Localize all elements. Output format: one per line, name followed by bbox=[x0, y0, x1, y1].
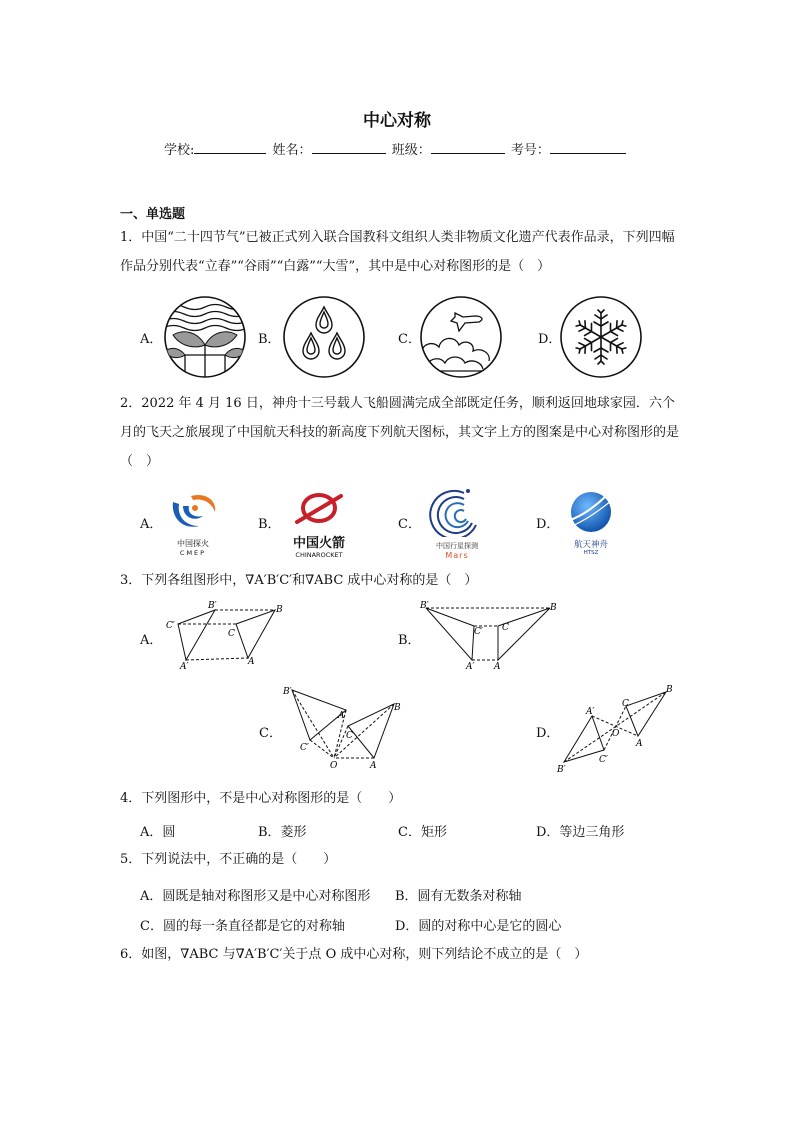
q3b-label-a1: A′ bbox=[466, 662, 475, 672]
china-rocket-logo-cn: 中国火箭 bbox=[292, 536, 345, 551]
q2-option-a-label: A． bbox=[140, 517, 163, 532]
q1-option-a-label: A． bbox=[140, 332, 163, 347]
q3a-label-a1: A′ bbox=[180, 662, 189, 670]
q3c-label-a: A bbox=[370, 761, 377, 771]
question-2-text: 2．2022 年 4 月 16 日，神舟十三号载人飞船圆满完成全部既定任务，顺利返回地球家园．六个月的飞天之旅展现了中国航天科技的新高度下列航天图标，其文字上方的图案是中心对称图形的是（ ） bbox=[120, 396, 680, 469]
question-5-text: 5．下列说法中，不正确的是（ ） bbox=[120, 852, 337, 867]
q5-option-d: D．圆的对称中心是它的圆心 bbox=[395, 919, 562, 934]
q3c-label-b: B bbox=[394, 703, 401, 713]
q5-option-c: C．圆的每一条直径都是它的对称轴 bbox=[140, 919, 345, 934]
name-blank bbox=[312, 140, 386, 154]
q3c-label-a1: A′ bbox=[338, 711, 347, 721]
name-label: 姓名： bbox=[272, 143, 312, 158]
china-rocket-logo-icon bbox=[283, 492, 355, 528]
q3b-label-c: C bbox=[502, 623, 509, 633]
q3a-label-a: A bbox=[248, 657, 255, 667]
q3a-label-b1: B′ bbox=[208, 601, 217, 611]
mars-exploration-logo-icon bbox=[424, 485, 490, 537]
q5-option-b: B．圆有无数条对称轴 bbox=[395, 889, 522, 904]
q3c-label-b1: B′ bbox=[283, 687, 292, 697]
q3d-label-b: B bbox=[666, 685, 673, 695]
q4-option-c: C．矩形 bbox=[398, 825, 447, 840]
q3c-label-c1: C′ bbox=[300, 743, 309, 753]
q1-option-b-label: B． bbox=[258, 332, 281, 347]
school-blank bbox=[194, 140, 266, 154]
q2-option-b-label: B． bbox=[258, 517, 281, 532]
q3-figure-d bbox=[556, 684, 678, 776]
q3b-label-a: A bbox=[494, 662, 501, 672]
q3d-label-c1: C′ bbox=[599, 755, 608, 765]
china-rocket-logo bbox=[283, 492, 355, 559]
cmep-logo-icon bbox=[165, 490, 221, 534]
number-blank bbox=[550, 140, 626, 154]
q1-option-c-label: C． bbox=[398, 332, 421, 347]
mars-exploration-logo bbox=[424, 485, 490, 559]
cmep-logo-cn: 中国探火 bbox=[177, 539, 209, 548]
q3-figure-b bbox=[418, 598, 563, 674]
cmep-logo-en: CMEP bbox=[179, 549, 207, 557]
htsz-logo-cn: 航天神舟 bbox=[573, 540, 608, 550]
solar-term-major-snow-icon bbox=[559, 295, 643, 379]
q3-option-d-label: D． bbox=[536, 726, 560, 741]
q4-option-a: A．圆 bbox=[140, 825, 176, 840]
solar-term-white-dew-icon bbox=[419, 295, 503, 379]
school-label: 学校: bbox=[164, 143, 195, 158]
q3-option-a-label: A． bbox=[140, 633, 163, 648]
q3a-label-c1: C′ bbox=[166, 621, 175, 631]
q3a-label-c: C bbox=[228, 629, 235, 639]
class-blank bbox=[431, 140, 505, 154]
q3d-label-b1: B′ bbox=[557, 765, 566, 775]
htsz-logo-en: HTSZ bbox=[583, 550, 599, 556]
q3b-label-b: B bbox=[550, 603, 557, 613]
q3-option-b-label: B． bbox=[398, 633, 421, 648]
q3c-label-c: C bbox=[346, 731, 353, 741]
solar-term-grain-rain-icon bbox=[282, 295, 366, 379]
q4-option-b: B．菱形 bbox=[258, 825, 307, 840]
q3d-label-c: C bbox=[622, 699, 629, 709]
htsz-logo-icon bbox=[562, 490, 620, 534]
q3a-label-b: B bbox=[276, 605, 283, 615]
q2-option-d-label: D． bbox=[536, 517, 560, 532]
question-3-text: 3．下列各组图形中，∇A′B′C′和∇ABC 成中心对称的是（ ） bbox=[120, 573, 478, 588]
q4-option-d: D．等边三角形 bbox=[536, 825, 625, 840]
number-label: 考号： bbox=[510, 143, 550, 158]
section-heading: 一、单选题 bbox=[120, 207, 186, 222]
china-rocket-logo-en: CHINAROCKET bbox=[295, 551, 343, 559]
q3c-label-o: O bbox=[330, 761, 338, 771]
q3b-label-b1: B′ bbox=[420, 601, 429, 611]
question-1-text: 1．中国“二十四节气”已被正式列入联合国教科文组织人类非物质文化遗产代表作品录，下列四幅作品分别代表“立春”“谷雨”“白露”“大雪”，其中是中心对称图形的是（ ） bbox=[120, 230, 675, 274]
q2-option-c-label: C． bbox=[398, 517, 421, 532]
q3-figure-a bbox=[160, 598, 290, 670]
class-label: 班级： bbox=[391, 143, 431, 158]
mars-exploration-logo-cn: 中国行星探测 bbox=[436, 542, 478, 550]
q5-option-a: A．圆既是轴对称图形又是中心对称图形 bbox=[140, 889, 371, 904]
cmep-logo bbox=[165, 490, 221, 557]
question-4-text: 4．下列图形中，不是中心对称图形的是（ ） bbox=[120, 791, 402, 806]
q3b-label-c1: C′ bbox=[474, 627, 483, 637]
q3d-label-a: A bbox=[636, 739, 643, 749]
question-6-text: 6．如图，∇ABC 与∇A′B′C′关于点 O 成中心对称，则下列结论不成立的是（ ） bbox=[120, 947, 588, 962]
q1-option-d-label: D． bbox=[538, 332, 562, 347]
q3d-label-a1: A′ bbox=[586, 707, 595, 717]
htsz-logo bbox=[562, 490, 620, 554]
page-title: 中心对称 bbox=[363, 111, 431, 131]
student-info-line bbox=[164, 139, 628, 158]
q3d-label-o: O bbox=[612, 729, 620, 739]
solar-term-spring-icon bbox=[163, 295, 247, 379]
q3-option-c-label: C． bbox=[259, 726, 282, 741]
mars-exploration-logo-en: Mars bbox=[445, 551, 469, 560]
q3-figure-c bbox=[282, 684, 410, 776]
